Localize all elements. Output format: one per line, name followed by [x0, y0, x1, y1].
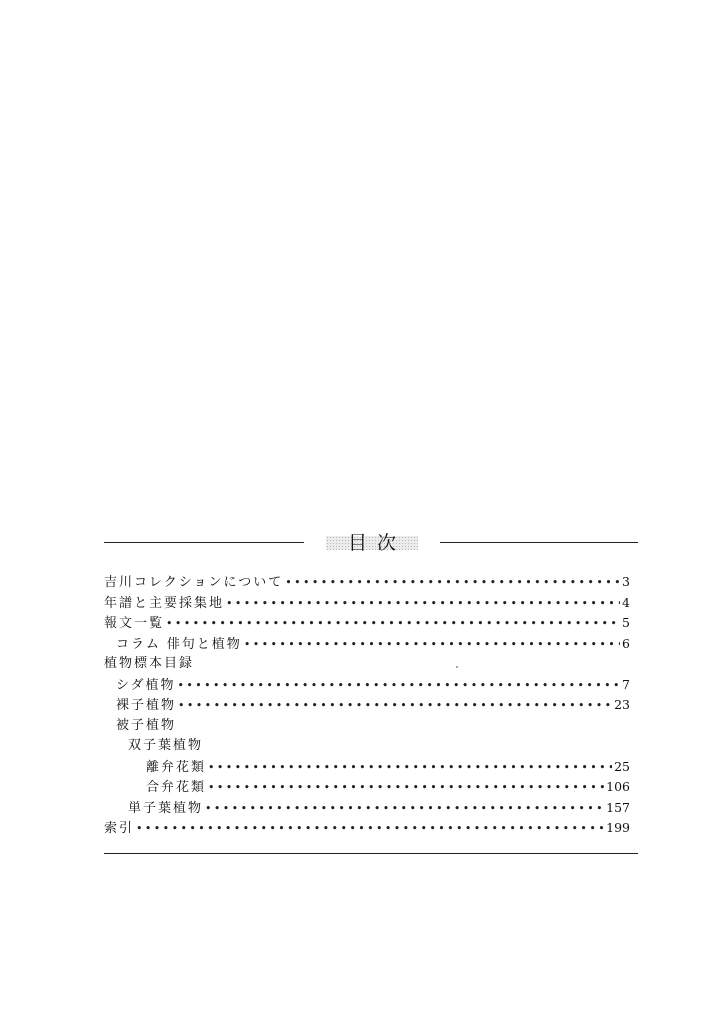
heading-rule-left	[104, 542, 304, 543]
dot-leader	[208, 758, 612, 779]
toc-entry-page: 3	[622, 574, 630, 589]
toc-entry-title: 吉川コレクションについて	[104, 575, 284, 590]
toc-entry-page: 157	[606, 799, 630, 815]
dot-leader	[177, 676, 620, 697]
toc-entry-index	[104, 818, 630, 839]
toc-entry-page: 4	[622, 594, 630, 610]
toc-entry-title: 単子葉植物	[128, 800, 204, 816]
dot-leader	[205, 799, 604, 820]
toc-heading-row	[104, 530, 638, 556]
toc-entry-page: 23	[614, 697, 630, 712]
toc-entry-page: 106	[606, 779, 630, 794]
toc-entry-ferns	[104, 675, 630, 696]
toc-entry-title: 裸子植物	[116, 698, 177, 713]
dot-leader	[178, 696, 612, 717]
toc-list	[104, 572, 630, 839]
dot-leader	[244, 635, 620, 656]
toc-entry-publications	[104, 613, 630, 634]
scan-speck	[456, 666, 458, 668]
toc-bottom-rule	[104, 853, 638, 854]
toc-entry-sympetalae	[104, 777, 630, 798]
toc-heading	[326, 530, 418, 556]
toc-entry-title: コラム	[116, 636, 161, 652]
toc-entry-title: 植物標本目録	[104, 656, 195, 671]
heading-rule-right	[440, 542, 638, 543]
toc-entry-dicots	[104, 736, 630, 757]
toc-entry-angiosperms	[104, 716, 630, 737]
toc-heading-text: 目次	[347, 532, 406, 554]
toc-entry-gymnosperms	[104, 695, 630, 716]
toc-entry-specimen-catalog	[104, 654, 630, 675]
toc-entry-monocots	[104, 798, 630, 819]
toc-entry-title: 双子葉植物	[128, 738, 204, 753]
dot-leader	[208, 778, 604, 799]
toc-entry-subtitle: 俳句と植物	[166, 636, 242, 652]
toc-entry-page: 5	[622, 615, 630, 630]
toc-entry-title: 合弁花類	[146, 780, 207, 795]
toc-entry-page: 199	[606, 820, 630, 835]
toc-entry-yoshikawa-collection	[104, 572, 630, 593]
toc-entry-page: 6	[622, 635, 630, 651]
toc-entry-column	[104, 634, 630, 655]
toc-entry-page: 7	[622, 676, 630, 692]
dot-leader	[285, 573, 620, 594]
toc-entry-title: 報文一覧	[104, 616, 165, 631]
toc-entry-title: 年譜と主要採集地	[104, 595, 225, 611]
toc-entry-chronology	[104, 593, 630, 614]
toc-entry-choripetalae	[104, 757, 630, 778]
toc-entry-title: 索引	[104, 821, 135, 836]
dot-leader	[166, 614, 620, 635]
toc-entry-page: 25	[614, 758, 630, 774]
toc-entry-title: 離弁花類	[146, 759, 207, 775]
toc-entry-title: 被子植物	[116, 717, 177, 733]
dot-leader	[226, 594, 620, 615]
dot-leader	[136, 819, 604, 840]
toc-entry-title: シダ植物	[116, 677, 176, 693]
